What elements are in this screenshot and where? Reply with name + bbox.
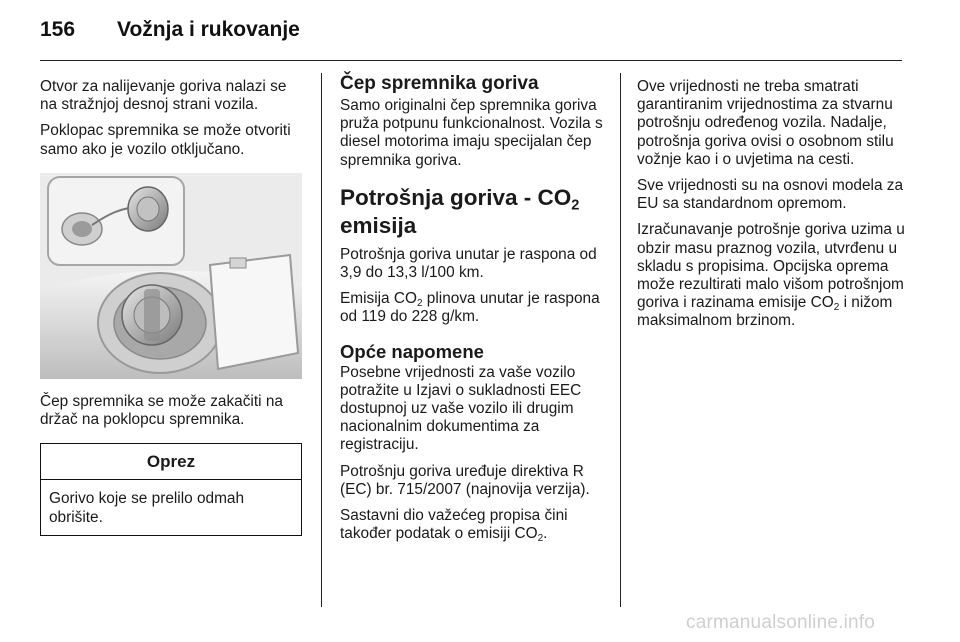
general-notes-text-3 <box>340 507 605 543</box>
emission-subscript: 2 <box>416 298 423 310</box>
flap-unlock-text: Poklopac spremnika se može otvoriti samo ako je vozilo otključano. <box>40 122 291 158</box>
column-1 <box>40 78 305 536</box>
caution-box <box>40 443 302 536</box>
general-notes-3-part-b: . <box>543 525 548 543</box>
section-title: Vožnja i rukovanje <box>117 18 300 41</box>
caution-text: Gorivo koje se prelilo odmah obrišite. <box>49 490 245 526</box>
column-2 <box>340 73 605 551</box>
header-rule <box>40 60 902 61</box>
general-notes-text-1: Posebne vrijednosti za vaše vozilo potražite u Izjavi o sukladnosti EEC dostupnoj uz vaše vozilo ili drugim nacionalnim dokumentima za registraciju. <box>340 363 582 454</box>
caution-body <box>41 480 301 534</box>
fuel-filler-location-text: Otvor za nalijevanje goriva nalazi se na stražnjoj desnoj strani vozila. <box>40 78 287 114</box>
calculation-text-part-b: i nižom maksimalnom brzinom. <box>637 294 893 330</box>
emission-text-part-b: plinova unutar je raspona od 119 do 228 g/km. <box>340 290 600 326</box>
emission-text-part-a: Emisija CO <box>340 290 417 308</box>
consumption-heading-part-a: Potrošnja goriva - CO <box>340 184 572 210</box>
emission-range-text <box>340 290 605 326</box>
calculation-text <box>637 221 905 330</box>
general-notes-3-part-a: Sastavni dio važećeg propisa čini također podatak o emisiji CO <box>340 507 568 543</box>
values-disclaimer-text: Ove vrijednosti ne treba smatrati garantiranim vrijednostima za stvarnu potrošnju određenog vozila. Nadalje, potrošnja goriva ovisi o osobnom stilu vožnje kao i o uvjetima na cesti. <box>637 78 894 168</box>
consumption-heading <box>340 184 605 240</box>
page-number: 156 <box>40 18 76 41</box>
consumption-heading-subscript: 2 <box>571 197 580 214</box>
watermark: carmanualsonline.info <box>686 612 876 633</box>
column-divider-2 <box>620 73 621 607</box>
calculation-subscript: 2 <box>833 302 840 314</box>
fuel-cap-heading: Čep spremnika goriva <box>340 73 539 94</box>
calculation-text-part-a: Izračunavanje potrošnje goriva uzima u obzir masu praznog vozila, utvrđenu u skladu s propisima. Opcijska oprema može rezultirati malo višom potrošnjom goriva i razinama emisije CO <box>637 221 905 312</box>
consumption-range-text: Potrošnja goriva unutar je raspona od 3,9 do 13,3 l/100 km. <box>340 245 597 282</box>
general-notes-text-2: Potrošnju goriva uređuje direktiva R (EC) br. 715/2007 (najnovija verzija). <box>340 462 590 498</box>
general-notes-heading: Opće napomene <box>340 340 484 362</box>
fuel-cap-illustration <box>40 173 302 379</box>
column-divider-1 <box>321 73 322 607</box>
fuel-cap-drawing <box>40 173 302 379</box>
consumption-heading-part-b: emisija <box>340 212 417 238</box>
page-header <box>40 18 300 48</box>
caution-title: Oprez <box>41 444 301 480</box>
cap-holder-text: Čep spremnika se može zakačiti na držač na poklopcu spremnika. <box>40 392 283 429</box>
fuel-cap-text: Samo originalni čep spremnika goriva pruža potpunu funkcionalnost. Vozila s diesel motorima imaju specijalan čep spremnika goriva. <box>340 97 603 169</box>
general-notes-3-subscript: 2 <box>537 533 544 545</box>
column-3 <box>637 78 905 339</box>
eu-model-text: Sve vrijednosti su na osnovi modela za EU sa standardnom opremom. <box>637 177 904 213</box>
